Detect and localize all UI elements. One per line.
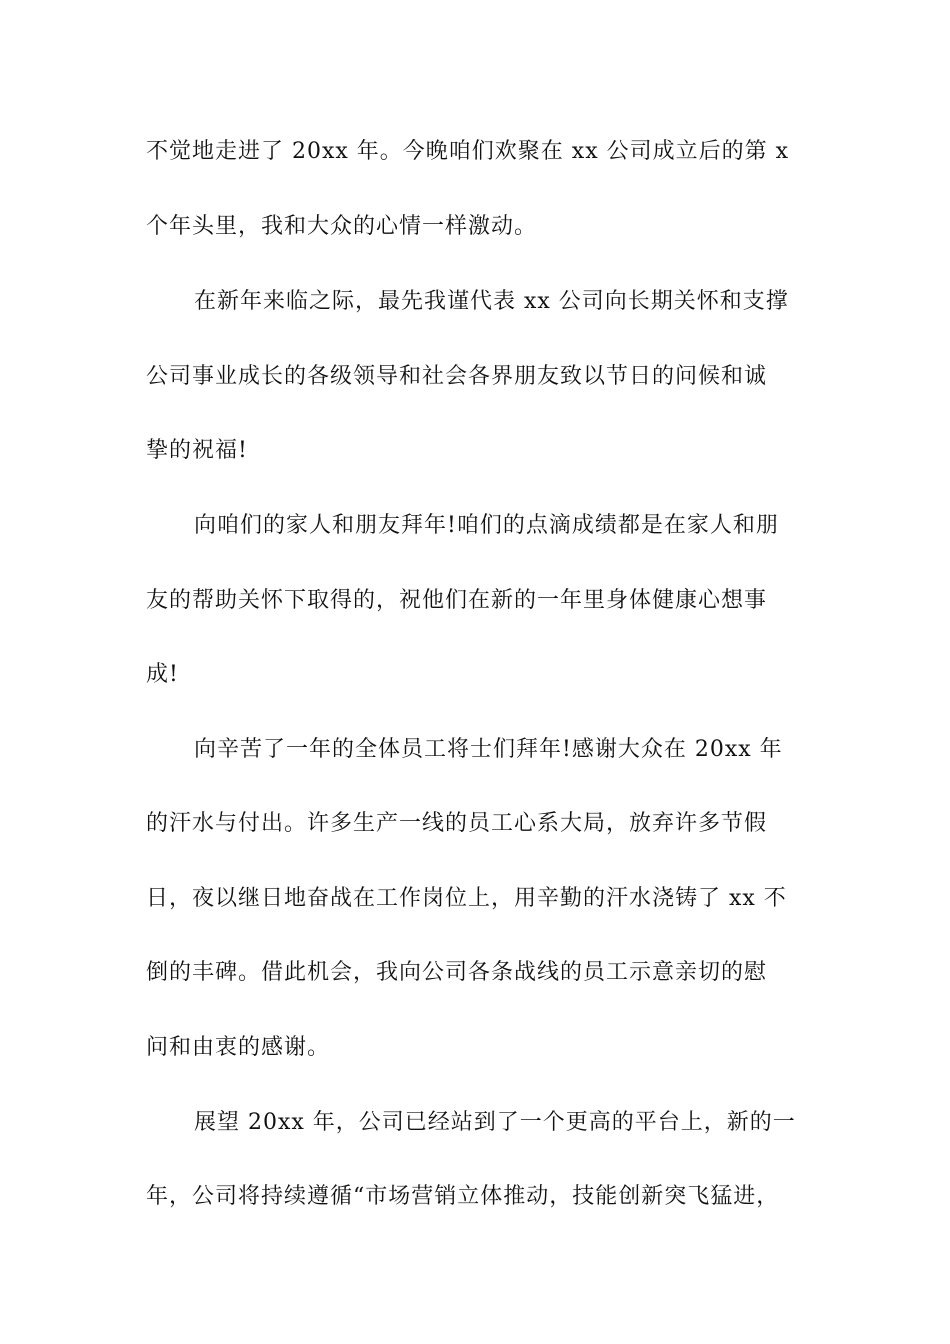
text-line: 挚的祝福! <box>146 438 248 463</box>
text-line: 倒的丰碑。借此机会，我向公司各条战线的员工示意亲切的慰 <box>146 960 768 985</box>
paragraph-start-line: 展望 20xx 年，公司已经站到了一个更高的平台上，新的一 <box>194 1110 796 1135</box>
text-line: 年，公司将持续遵循“市场营销立体推动，技能创新突飞猛进， <box>146 1184 780 1209</box>
paragraph-start-line: 向咱们的家人和朋友拜年!咱们的点滴成绩都是在家人和朋 <box>194 513 779 538</box>
text-line: 成! <box>146 662 179 687</box>
text-line: 的汗水与付出。许多生产一线的员工心系大局，放弃许多节假 <box>146 811 768 836</box>
text-line: 友的帮助关怀下取得的，祝他们在新的一年里身体健康心想事 <box>146 588 768 613</box>
paragraph-start-line: 向辛苦了一年的全体员工将士们拜年!感谢大众在 20xx 年 <box>194 737 783 762</box>
text-line: 不觉地走进了 20xx 年。今晚咱们欢聚在 xx 公司成立后的第 x <box>146 139 789 164</box>
text-line: 日，夜以继日地奋战在工作岗位上，用辛勤的汗水浇铸了 xx 不 <box>146 886 787 911</box>
text-line: 公司事业成长的各级领导和社会各界朋友致以节日的问候和诚 <box>146 364 768 389</box>
text-line: 个年头里，我和大众的心情一样激动。 <box>146 214 538 239</box>
paragraph-start-line: 在新年来临之际，最先我谨代表 xx 公司向长期关怀和支撑 <box>194 289 789 314</box>
text-line: 问和由衷的感谢。 <box>146 1035 331 1060</box>
